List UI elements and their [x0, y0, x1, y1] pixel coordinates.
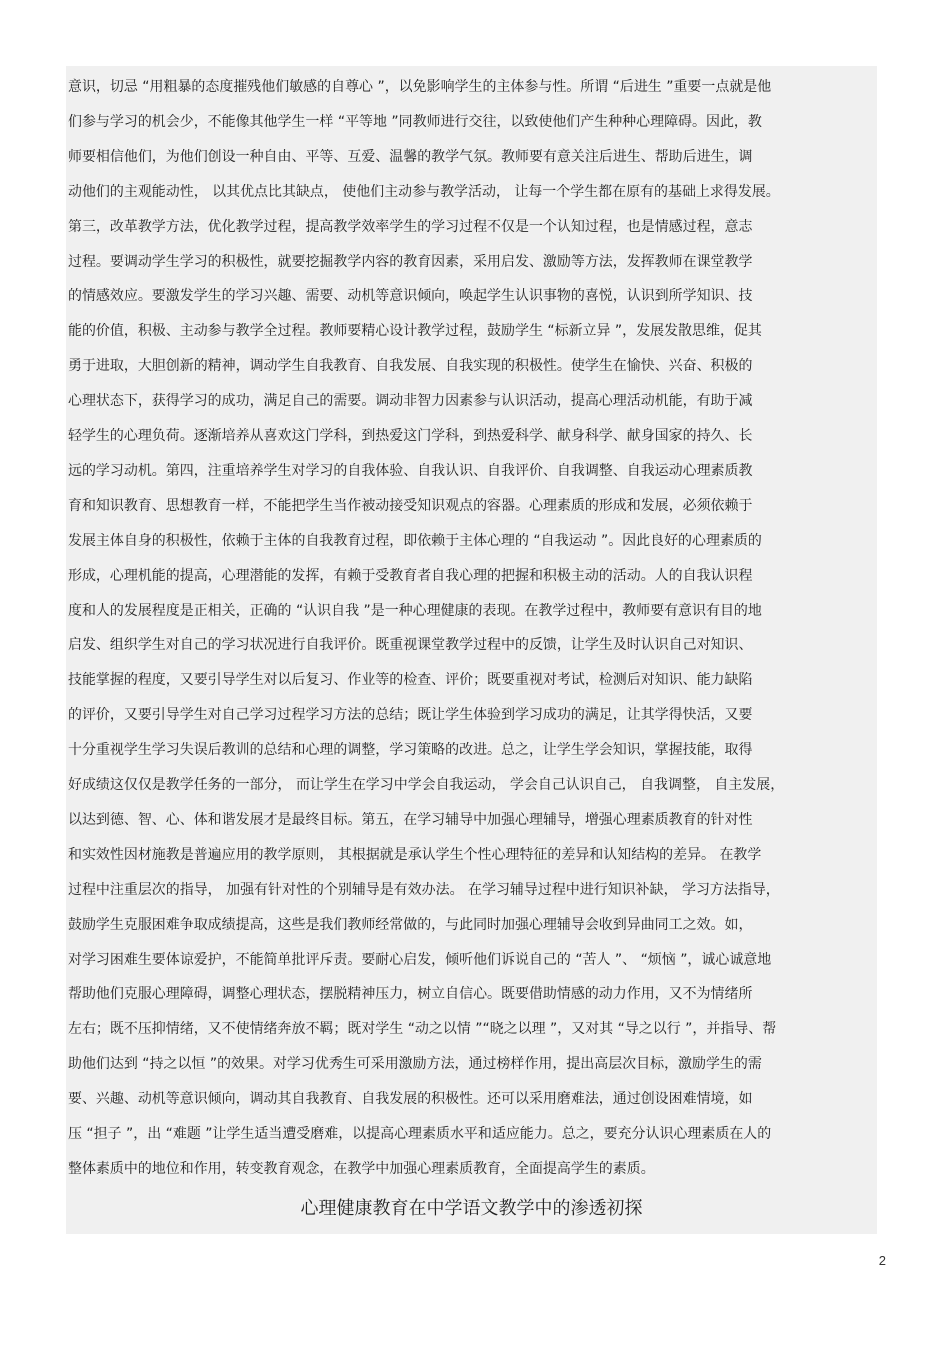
text-line: 要、兴趣、动机等意识倾向，调动其自我教育、自我发展的积极性。还可以采用磨难法，通过创设困难情境，如 [68, 1091, 753, 1107]
text-line: 的评价，又要引导学生对自己学习过程学习方法的总结；既让学生体验到学习成功的满足，让其学得快活，又要 [68, 707, 753, 723]
text-line: 整体素质中的地位和作用，转变教育观念，在教学中加强心理素质教育，全面提高学生的素质。 [68, 1161, 655, 1177]
section-title: 心理健康教育在中学语文教学中的渗透初探 [300, 1198, 643, 1219]
text-line: 和实效性因材施教是普遍应用的教学原则， 其根据就是承认学生个性心理特征的差异和认知结构的差异。 在教学 [68, 847, 762, 863]
text-line: 十分重视学生学习失误后教训的总结和心理的调整，学习策略的改进。总之，让学生学会知识，掌握技能，取得 [68, 742, 753, 758]
text-line: 轻学生的心理负荷。逐渐培养从喜欢这门学科，到热爱这门学科，到热爱科学、献身科学、献身国家的持久、长 [68, 428, 753, 444]
text-line: 度和人的发展程度是正相关，正确的 “认识自我 ”是一种心理健康的表现。在教学过程中，教师要有意识有目的地 [68, 603, 762, 619]
text-line: 过程中注重层次的指导， 加强有针对性的个别辅导是有效办法。 在学习辅导过程中进行知识补缺， 学习方法指导， [68, 882, 780, 898]
text-line: 第三，改革教学方法，优化教学过程，提高教学效率学生的学习过程不仅是一个认知过程，也是情感过程，意志 [68, 219, 753, 235]
text-line: 过程。要调动学生学习的积极性，就要挖掘教学内容的教育因素，采用启发、激励等方法，发挥教师在课堂教学 [68, 254, 753, 270]
text-line: 勇于进取，大胆创新的精神，调动学生自我教育、自我发展、自我实现的积极性。使学生在愉快、兴奋、积极的 [68, 358, 753, 374]
text-line: 形成，心理机能的提高，心理潜能的发挥，有赖于受教育者自我心理的把握和积极主动的活动。人的自我认识程 [68, 568, 753, 584]
text-line: 启发、组织学生对自己的学习状况进行自我评价。既重视课堂教学过程中的反馈，让学生及时认识自己对知识、 [68, 637, 753, 653]
text-line: 意识，切忌 “用粗暴的态度摧残他们敏感的自尊心 ”，以免影响学生的主体参与性。所谓 “后进生 ”重要一点就是他 [68, 79, 772, 95]
text-line: 师要相信他们，为他们创设一种自由、平等、互爱、温馨的教学气氛。教师要有意关注后进生、帮助后进生，调 [68, 149, 753, 165]
page-number: 2 [878, 1253, 886, 1268]
text-line: 们参与学习的机会少，不能像其他学生一样 “平等地 ”同教师进行交往，以致使他们产生种种心理障碍。因此，教 [68, 114, 762, 130]
text-line: 以达到德、智、心、体和谐发展才是最终目标。第五，在学习辅导中加强心理辅导，增强心理素质教育的针对性 [68, 812, 753, 828]
text-line: 帮助他们克服心理障碍，调整心理状态，摆脱精神压力，树立自信心。既要借助情感的动力作用，又不为情绪所 [68, 986, 753, 1002]
text-line: 鼓励学生克服困难争取成绩提高，这些是我们教师经常做的，与此同时加强心理辅导会收到异曲同工之效。如， [68, 917, 753, 933]
text-line: 技能掌握的程度，又要引导学生对以后复习、作业等的检查、评价；既要重视对考试，检测后对知识、能力缺陷 [68, 672, 753, 688]
text-line: 对学习困难生要体谅爱护，不能简单批评斥责。要耐心启发，倾听他们诉说自己的 “苦人 ”、 “烦恼 ”，诚心诚意地 [68, 952, 772, 968]
text-line: 的情感效应。要激发学生的学习兴趣、需要、动机等意识倾向，唤起学生认识事物的喜悦，认识到所学知识、技 [68, 288, 753, 304]
text-line: 远的学习动机。第四，注重培养学生对学习的自我体验、自我认识、自我评价、自我调整、自我运动心理素质教 [68, 463, 753, 479]
text-line: 左右；既不压抑情绪，又不使情绪奔放不羁；既对学生 “动之以情 ”“晓之以理 ”，又对其 “导之以行 ”，并指导、帮 [68, 1021, 777, 1037]
text-line: 压 “担子 ”，出 “难题 ”让学生适当遭受磨难，以提高心理素质水平和适应能力。总之，要充分认识心理素质在人的 [68, 1126, 772, 1142]
text-line: 心理状态下，获得学习的成功，满足自己的需要。调动非智力因素参与认识活动，提高心理活动机能，有助于减 [68, 393, 753, 409]
text-line: 发展主体自身的积极性，依赖于主体的自我教育过程，即依赖于主体心理的 “自我运动 ”。因此良好的心理素质的 [68, 533, 762, 549]
text-line: 动他们的主观能动性， 以其优点比其缺点， 使他们主动参与教学活动， 让每一个学生都在原有的基础上求得发展。 [68, 184, 780, 200]
text-line: 育和知识教育、思想教育一样，不能把学生当作被动接受知识观点的容器。心理素质的形成和发展，必须依赖于 [68, 498, 753, 514]
text-line: 好成绩这仅仅是教学任务的一部分， 而让学生在学习中学会自我运动， 学会自己认识自己， 自我调整， 自主发展， [68, 777, 785, 793]
text-line: 能的价值，积极、主动参与教学全过程。教师要精心设计教学过程，鼓励学生 “标新立异 ”，发展发散思维，促其 [68, 323, 762, 339]
text-line: 助他们达到 “持之以恒 ”的效果。对学习优秀生可采用激励方法，通过榜样作用，提出高层次目标，激励学生的需 [68, 1056, 762, 1072]
